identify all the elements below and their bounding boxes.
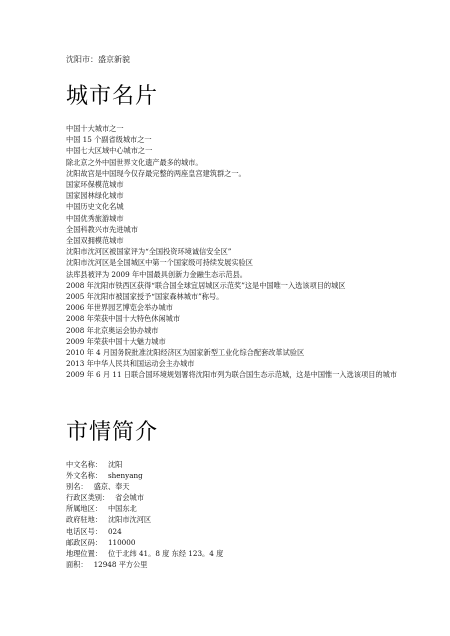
info-row [66,526,406,537]
list-item: 中国七大区域中心城市之一 [66,146,153,156]
info-row [66,481,406,492]
list-item: 2010 年 4 月国务院批准沈阳经济区为国家新型工业化综合配套改革试验区 [66,348,305,358]
list-item: 中国历史文化名城 [66,202,124,212]
info-value: 沈阳市沈河区 [107,515,152,525]
info-row [66,548,406,559]
list-item: 沈阳市沈河区是全国城区中第一个国家级可持续发展实验区 [66,258,253,268]
list-item: 2008 年北京奥运会协办城市 [66,325,159,335]
city-intro-list [66,459,406,570]
info-value: 沈阳 [107,460,123,469]
info-value: 位于北纬 41。8 度 东经 123。4 度 [107,548,224,558]
list-item: 中国十大城市之一 [66,124,124,133]
info-row [66,470,406,481]
info-key: 面积： [66,559,88,569]
info-key: 电话区号： [66,526,102,536]
list-item: 中国优秀旅游城市 [66,213,124,223]
list-item: 沈阳市沈河区被国家评为“全国投资环境诚信安全区” [66,247,232,257]
list-item: 全国科教兴市先进城市 [66,224,138,234]
list-item: 除北京之外中国世界文化遗产最多的城市。 [66,157,203,167]
info-key: 外文名称： [66,471,102,481]
list-item: 2005 年沈阳市被国家授予“国家森林城市”称号。 [66,292,224,302]
list-item: 中国 15 个副省级城市之一 [66,135,152,145]
info-value: 省会城市 [115,493,144,503]
info-row [66,559,406,570]
info-value: 12948 平方公里 [93,559,148,569]
info-value: 024 [107,526,122,536]
list-item: 2006 年世界园艺博览会举办城市 [66,303,173,313]
info-value: 中国东北 [107,504,137,514]
info-row [66,492,406,503]
running-head: 沈阳市：盛京新貌 [66,55,130,64]
info-key: 邮政区码： [66,537,102,547]
list-item: 沈阳故宫是中国现今仅存最完整的两座皇宫建筑群之一。 [66,168,246,178]
list-item: 2009 年荣获中国十大魅力城市 [66,336,166,346]
section-title-city-card: 城市名片 [66,84,159,109]
info-value: shenyang [107,471,143,481]
list-item: 2008 年沈阳市铁西区获得“联合国全球宜居城区示范奖”这是中国唯一入选该项目的城区 [66,280,346,290]
info-row [66,459,406,470]
info-row [66,514,406,525]
info-key: 中文名称： [66,460,102,469]
info-key: 地理位置： [66,548,102,558]
list-item: 2009 年 6 月 11 日联合国环境规划署将沈阳市列为联合国生态示范城，这是中国惟一入选该项目的城市 [66,370,397,380]
info-key: 政府驻地： [66,515,102,525]
info-value: 110000 [107,537,136,547]
list-item: 全国双拥模范城市 [66,236,124,246]
info-key: 所属地区： [66,504,102,514]
info-value: 盛京、奉天 [93,482,130,492]
list-item: 法库县被评为 2009 年中国最具创新力金融生态示范县。 [66,269,247,279]
info-row [66,537,406,548]
list-item: 2008 年荣获中国十大特色休闲城市 [66,314,181,324]
info-key: 别名： [66,482,88,492]
list-item: 国家环保模范城市 [66,180,124,190]
list-item: 2013 年中华人民共和国运动会主办城市 [66,359,195,369]
info-key: 行政区类别： [66,493,110,503]
city-card-list [66,123,406,381]
info-row [66,503,406,514]
section-title-city-intro: 市情简介 [66,420,159,445]
list-item: 国家园林绿化城市 [66,191,124,201]
